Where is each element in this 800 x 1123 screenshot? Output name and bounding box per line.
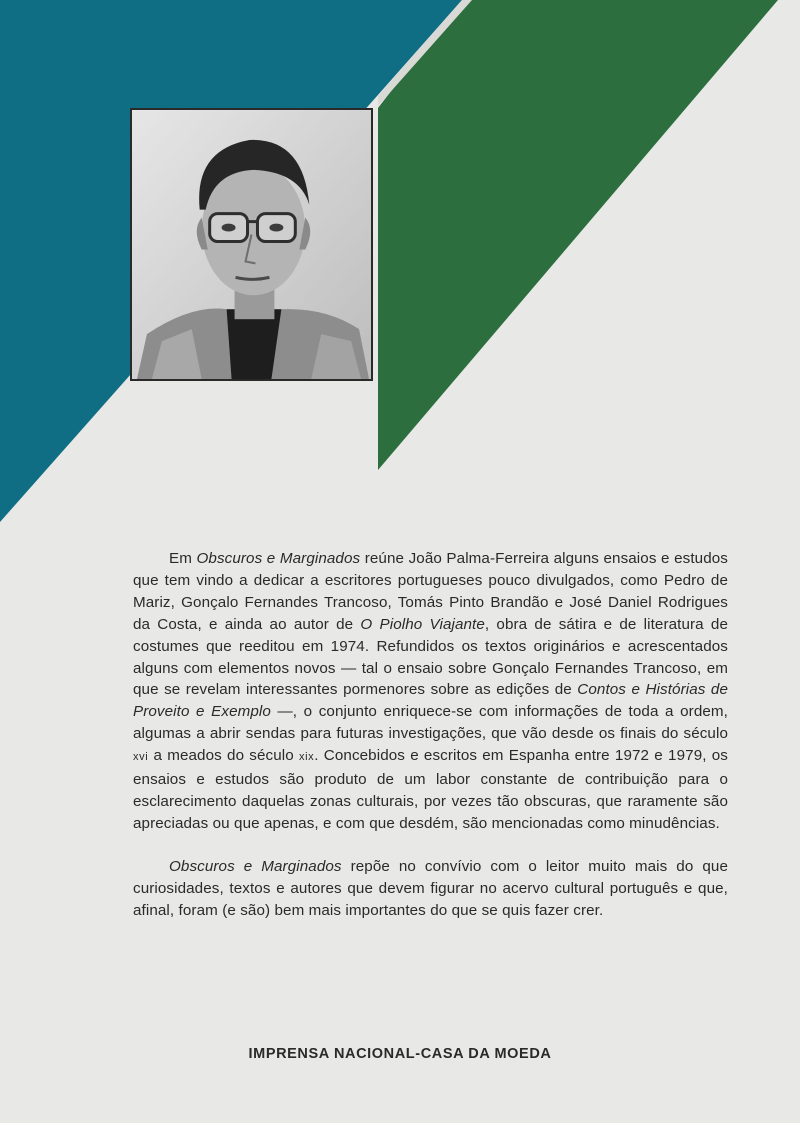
book-title-italic: Obscuros e Marginados (196, 550, 361, 567)
blurb-paragraph-1: Em Obscuros e Marginados reúne João Palma-Ferreira alguns ensaios e estudos que tem vindo a dedicar a escritores portugueses pouco divulgados, como Pedro de Mariz, Gonçalo Fernandes Trancoso, Tomás Pinto Brandão e José Daniel Rodrigues da Costa, e ainda ao autor de O Piolho Viajante, obra de sátira e de literatura de costumes que reeditou em 1974. Refundidos os textos originários e acrescentados alguns com elementos novos — tal o ensaio sobre Gonçalo Fernandes Trancoso, em que se revelam interessantes pormenores sobre as edições de Contos e Histórias de Proveito e Exemplo —, o conjunto enriquece-se com informações de toda a ordem, algumas a abrir sendas para futuras investigações, que vão desde os finais do século xvi a meados do século xix. Concebidos e escritos em Espanha entre 1972 e 1979, os ensaios e estudos são produto de um labor constante de contribuição para o esclarecimento daquelas zonas culturais, por vezes tão obscuras, que raramente são apreciadas ou que apenas, e com que desdém, são mencionadas como minudências. (133, 550, 728, 832)
work-title-italic: O Piolho Viajante (360, 615, 485, 633)
author-photo (130, 108, 373, 381)
blurb-paragraph-2: Obscuros e Marginados repõe no convívio com o leitor muito mais do que curiosidades, textos e autores que devem figurar no acervo cultural português e que, afinal, foram (e são) bem mais importantes do que se quis fazer crer. (133, 857, 728, 919)
century-numeral: xix (299, 751, 315, 764)
century-numeral: xvi (133, 751, 149, 764)
back-cover-blurb (133, 548, 728, 922)
portrait-photo-icon (132, 110, 371, 379)
publisher-name: IMPRENSA NACIONAL-CASA DA MOEDA (248, 1046, 552, 1062)
work-title-italic: Contos e Histórias de Proveito e Exemplo (133, 681, 728, 721)
book-title-italic: Obscuros e Marginados (169, 857, 342, 875)
